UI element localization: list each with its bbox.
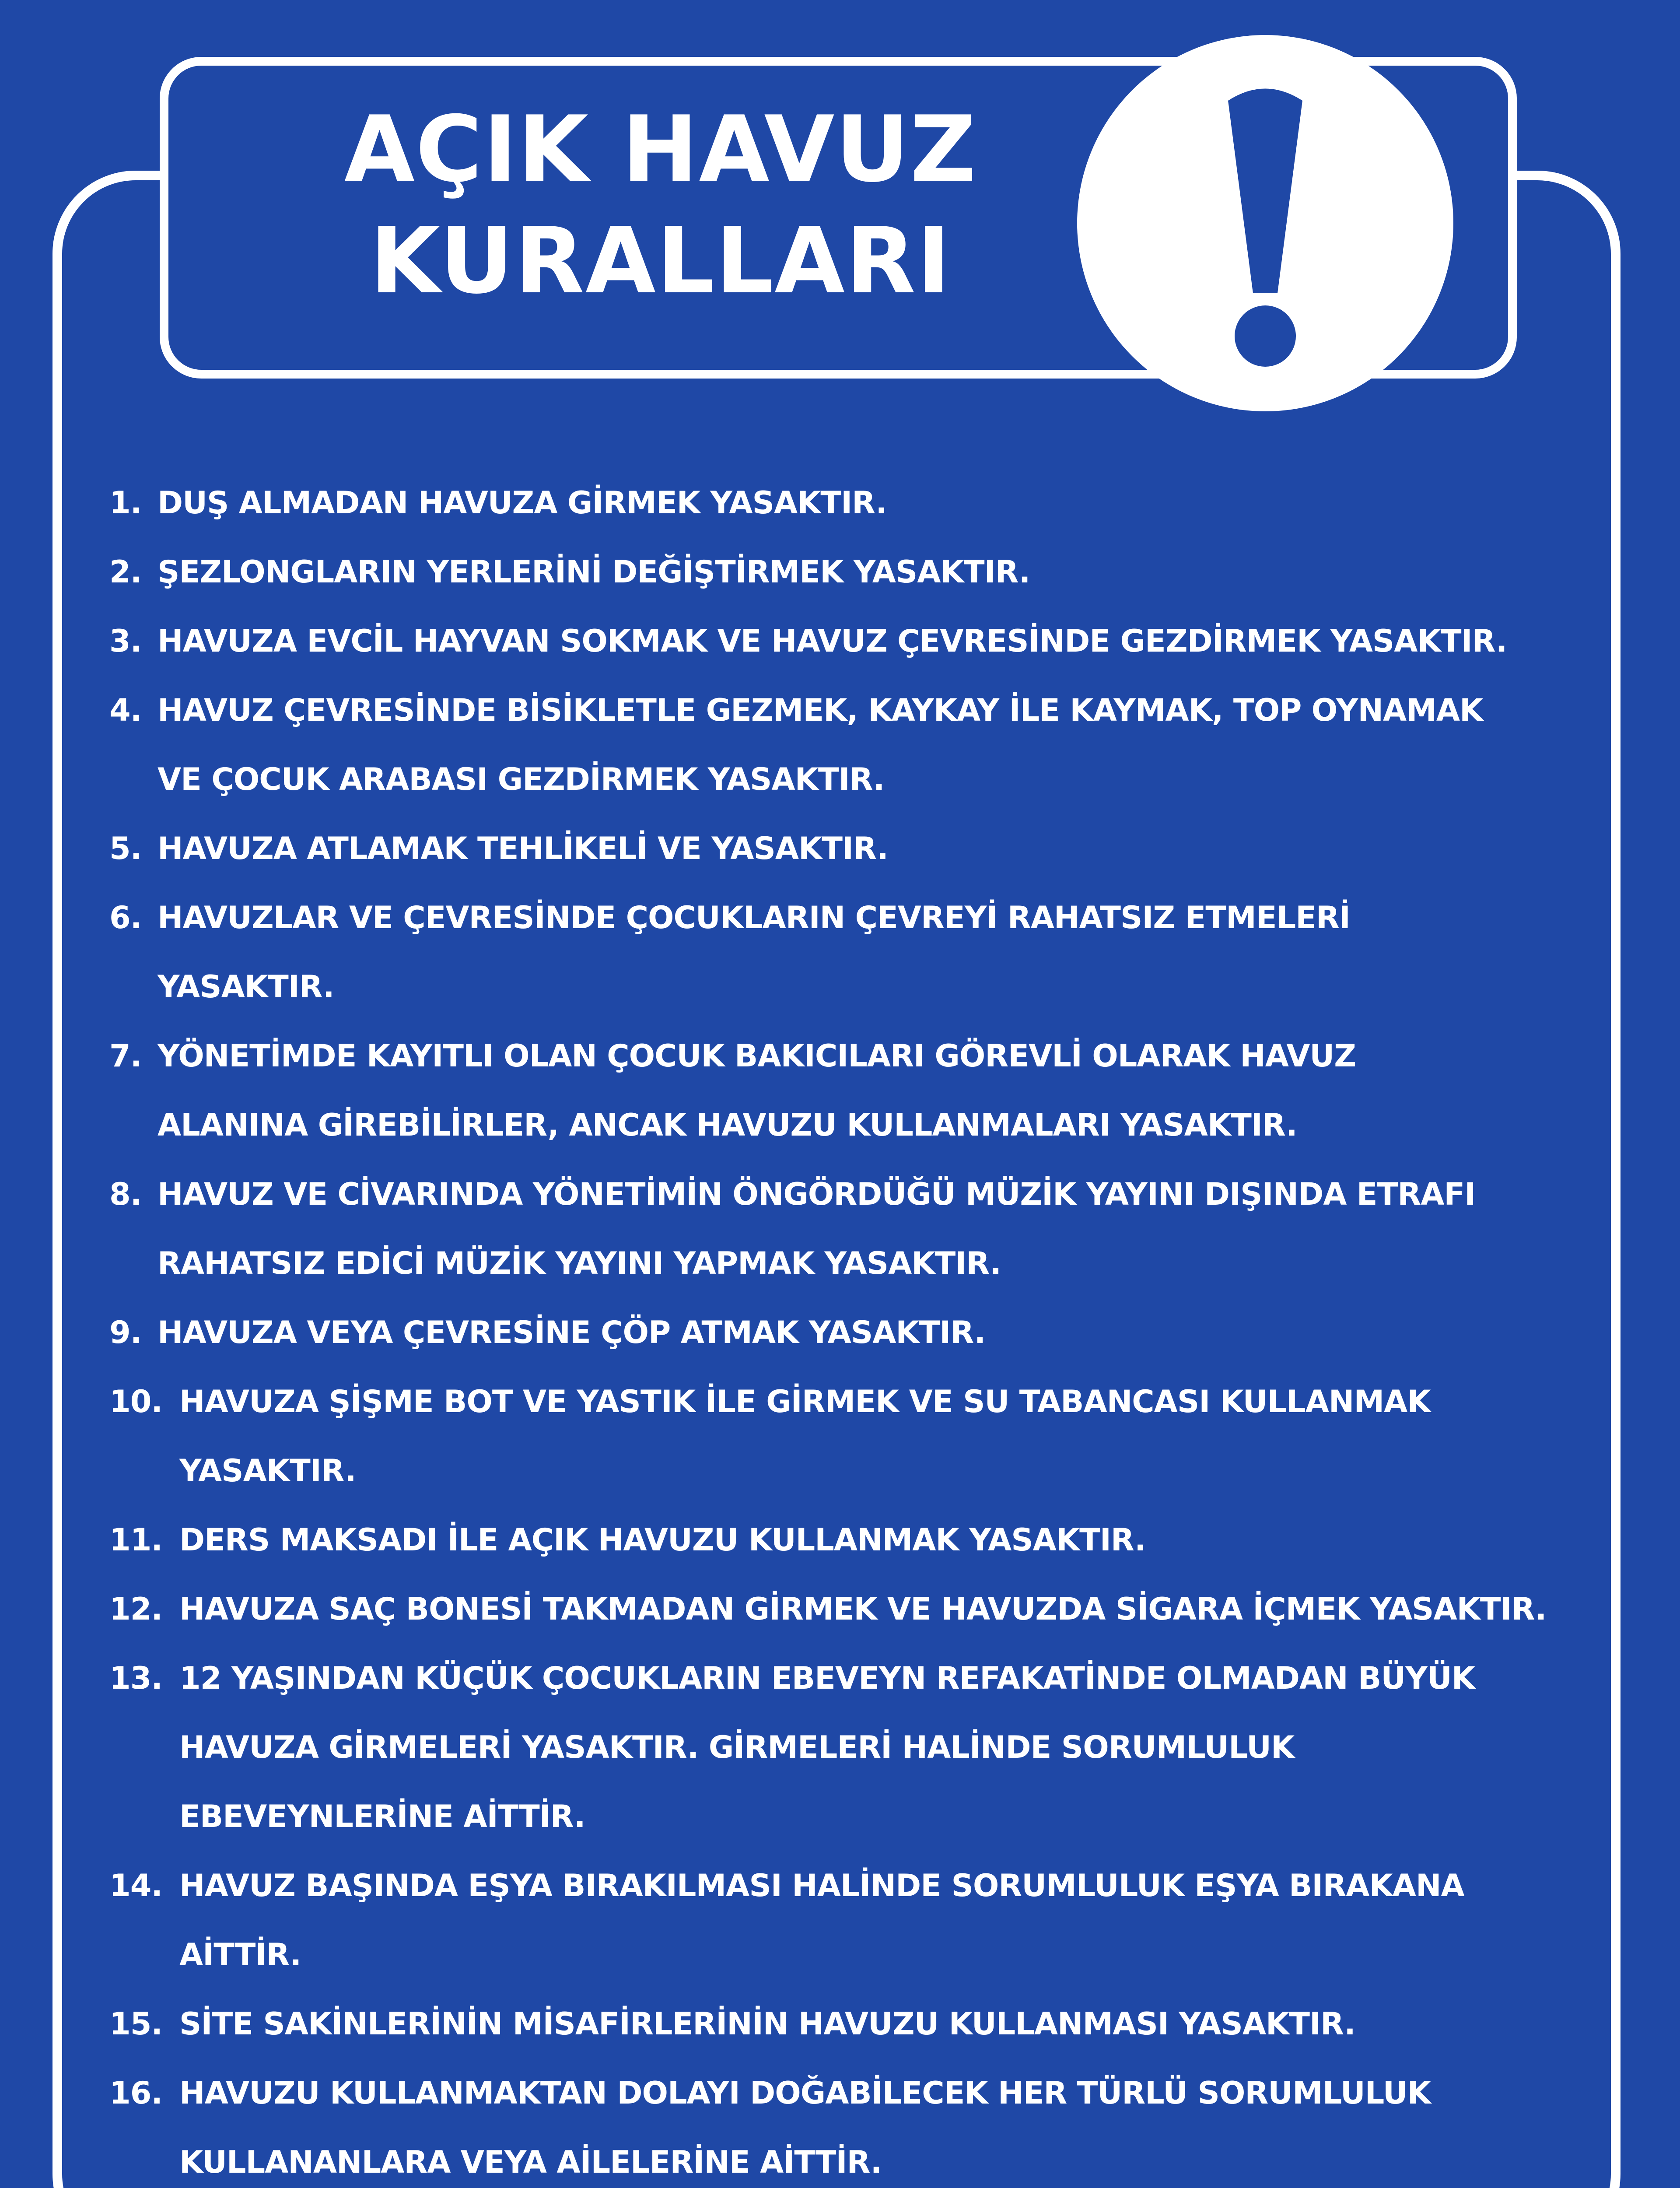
rule-number: 4. <box>109 692 142 728</box>
rule-text: HAVUZ BAŞINDA EŞYA BIRAKILMASI HALİNDE SORUMLULUK EŞYA BIRAKANA AİTTİR. <box>179 1868 1464 1973</box>
rule-number: 1. <box>109 485 142 521</box>
rule-text: DUŞ ALMADAN HAVUZA GİRMEK YASAKTIR. <box>158 485 887 521</box>
rule-number: 8. <box>109 1176 142 1212</box>
rule-number: 5. <box>109 831 142 866</box>
rule-item <box>109 883 1606 1021</box>
rule-item <box>109 1160 1606 1298</box>
sign-title <box>245 94 1076 317</box>
rule-item <box>109 1851 1606 1989</box>
rule-text: HAVUZA ATLAMAK TEHLİKELİ VE YASAKTIR. <box>158 831 888 866</box>
rule-number: 9. <box>109 1315 142 1350</box>
rule-item <box>109 468 1606 537</box>
rule-number: 14. <box>109 1868 163 1904</box>
rule-text: HAVUZ ÇEVRESİNDE BİSİKLETLE GEZMEK, KAYKAY İLE KAYMAK, TOP OYNAMAK VE ÇOCUK ARABASI GEZDİRMEK YASAKTIR. <box>158 692 1483 797</box>
rule-number: 2. <box>109 554 142 590</box>
rule-text: 12 YAŞINDAN KÜÇÜK ÇOCUKLARIN EBEVEYN REFAKATİNDE OLMADAN BÜYÜK HAVUZA GİRMELERİ YASAKTIR. GİRMELERİ HALİNDE SORUMLULUK EBEVEYNLERİNE AİTTİR. <box>179 1660 1475 1834</box>
rule-number: 6. <box>109 900 142 936</box>
rule-number: 12. <box>109 1591 163 1627</box>
rule-item <box>109 1505 1606 1574</box>
rule-text: HAVUZA VEYA ÇEVRESİNE ÇÖP ATMAK YASAKTIR. <box>158 1315 986 1350</box>
rule-item <box>109 1021 1606 1160</box>
rules-list <box>109 468 1606 2188</box>
rule-number: 3. <box>109 623 142 659</box>
rule-text: HAVUZU KULLANMAKTAN DOLAYI DOĞABİLECEK HER TÜRLÜ SORUMLULUK KULLANANLARA VEYA AİLELERİNE AİTTİR. <box>179 2075 1431 2180</box>
rule-text: YÖNETİMDE KAYITLI OLAN ÇOCUK BAKICILARI GÖREVLİ OLARAK HAVUZ ALANINA GİREBİLİRLER, ANCAK HAVUZU KULLANMALARI YASAKTIR. <box>158 1038 1356 1143</box>
rule-text: HAVUZA EVCİL HAYVAN SOKMAK VE HAVUZ ÇEVRESİNDE GEZDİRMEK YASAKTIR. <box>158 623 1507 659</box>
rule-number: 13. <box>109 1660 163 1696</box>
rule-text: HAVUZA ŞİŞME BOT VE YASTIK İLE GİRMEK VE SU TABANCASI KULLANMAK YASAKTIR. <box>179 1384 1431 1489</box>
rule-item <box>109 1298 1606 1367</box>
rule-text: DERS MAKSADI İLE AÇIK HAVUZU KULLANMAK YASAKTIR. <box>179 1522 1146 1558</box>
rule-item <box>109 1644 1606 1851</box>
rule-item <box>109 2058 1606 2188</box>
rule-item <box>109 1989 1606 2058</box>
rule-item <box>109 676 1606 814</box>
rule-item <box>109 607 1606 676</box>
rule-number: 7. <box>109 1038 142 1074</box>
title-line-2: KURALLARI <box>370 208 952 314</box>
rule-number: 16. <box>109 2075 163 2111</box>
title-line-1: AÇIK HAVUZ <box>344 97 977 203</box>
rule-text: ŞEZLONGLARIN YERLERİNİ DEĞİŞTİRMEK YASAKTIR. <box>158 554 1030 590</box>
rule-item <box>109 1574 1606 1644</box>
rule-number: 11. <box>109 1522 163 1558</box>
exclamation-icon <box>1077 35 1453 411</box>
rule-number: 15. <box>109 2006 163 2042</box>
rule-text: HAVUZ VE CİVARINDA YÖNETİMİN ÖNGÖRDÜĞÜ MÜZİK YAYINI DIŞINDA ETRAFI RAHATSIZ EDİCİ MÜZİK YAYINI YAPMAK YASAKTIR. <box>158 1176 1476 1281</box>
rule-item <box>109 814 1606 883</box>
rule-item <box>109 1367 1606 1505</box>
rule-text: SİTE SAKİNLERİNİN MİSAFİRLERİNİN HAVUZU KULLANMASI YASAKTIR. <box>179 2006 1355 2042</box>
rule-text: HAVUZLAR VE ÇEVRESİNDE ÇOCUKLARIN ÇEVREYİ RAHATSIZ ETMELERİ YASAKTIR. <box>158 900 1350 1005</box>
rule-number: 10. <box>109 1384 163 1420</box>
rule-item <box>109 537 1606 607</box>
rule-text: HAVUZA SAÇ BONESİ TAKMADAN GİRMEK VE HAVUZDA SİGARA İÇMEK YASAKTIR. <box>179 1591 1547 1627</box>
